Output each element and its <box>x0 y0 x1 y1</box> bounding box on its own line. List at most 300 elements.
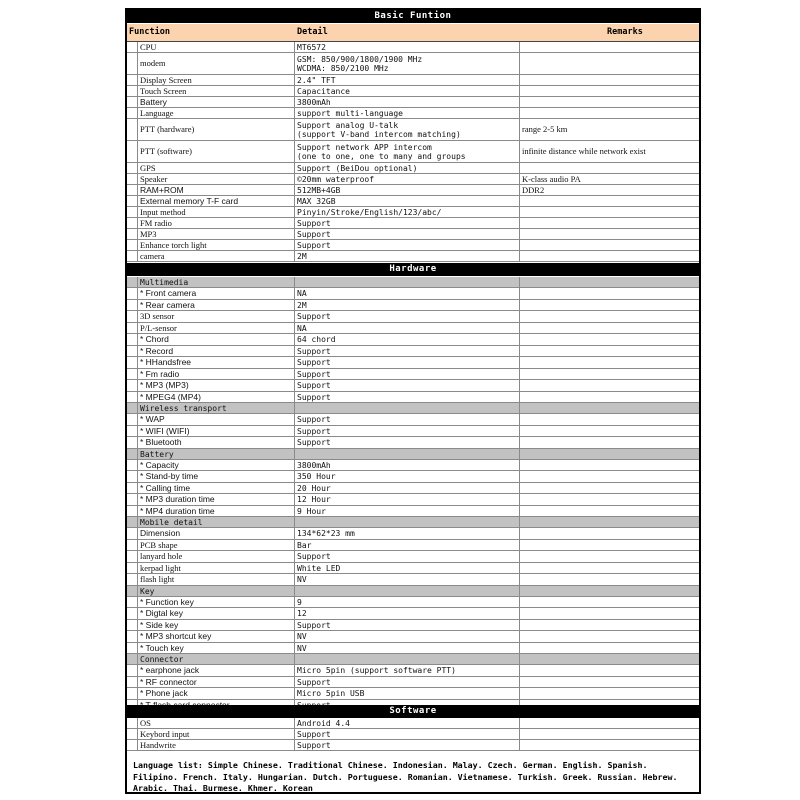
function-cell <box>138 483 295 493</box>
hardware-row-pcb-shape <box>127 540 699 551</box>
detail-cell <box>295 207 520 217</box>
software-rows <box>127 718 699 751</box>
function-cell <box>138 75 295 85</box>
detail-cell <box>295 218 520 228</box>
hardware-row-mp3-duration-time <box>127 494 699 506</box>
row-margin-cell <box>127 42 138 52</box>
column-header-function: Function <box>129 27 170 37</box>
function-cell <box>138 288 295 299</box>
detail-cell <box>295 718 520 728</box>
function-cell <box>138 517 295 527</box>
remarks-cell <box>520 240 699 250</box>
detail-value: 9 <box>297 597 302 607</box>
section-row-connector <box>127 654 699 665</box>
detail-value: Support network APP intercom <box>297 142 432 152</box>
function-cell <box>138 357 295 368</box>
hardware-row-function-key <box>127 597 699 608</box>
remarks-cell <box>520 688 699 699</box>
detail-cell <box>295 483 520 493</box>
detail-cell <box>295 551 520 562</box>
hardware-row-calling-time <box>127 483 699 494</box>
row-margin-cell <box>127 551 138 562</box>
detail-value: Capacitance <box>297 86 350 96</box>
detail-value: 20 Hour <box>297 483 331 493</box>
remarks-cell <box>520 620 699 630</box>
function-label: PTT (software) <box>140 146 193 156</box>
detail-cell <box>295 75 520 85</box>
basic-row-speaker <box>127 174 699 185</box>
hardware-row-chord <box>127 334 699 346</box>
function-cell <box>138 207 295 217</box>
row-margin-cell <box>127 620 138 630</box>
detail-cell <box>295 563 520 573</box>
remarks-cell <box>520 357 699 368</box>
function-label: Keybord input <box>140 729 190 739</box>
row-margin-cell <box>127 586 138 596</box>
basic-row-ptt-hardware <box>127 119 699 141</box>
function-cell <box>138 597 295 607</box>
detail-cell <box>295 517 520 527</box>
detail-cell <box>295 240 520 250</box>
row-margin-cell <box>127 540 138 550</box>
column-header-row <box>127 24 699 42</box>
spec-table <box>125 8 701 794</box>
row-margin-cell <box>127 346 138 356</box>
detail-cell <box>295 426 520 436</box>
section-row-key <box>127 586 699 597</box>
function-cell <box>138 53 295 74</box>
section-row-mobile-detail <box>127 517 699 528</box>
software-row-keybord-input <box>127 729 699 740</box>
detail-value: Support <box>297 415 331 424</box>
function-label: PCB shape <box>140 540 178 550</box>
function-label: Wireless transport <box>140 403 227 413</box>
detail-value: MAX 32GB <box>297 196 336 206</box>
function-label: * Record <box>140 346 174 356</box>
hardware-row-3d-sensor <box>127 311 699 323</box>
hardware-row-digtal-key <box>127 608 699 620</box>
function-label: GPS <box>140 163 156 173</box>
row-margin-cell <box>127 718 138 728</box>
section-row-battery <box>127 449 699 460</box>
basic-row-external-memory-t-f-card <box>127 196 699 207</box>
remarks-cell <box>520 346 699 356</box>
function-cell <box>138 42 295 52</box>
column-header-remarks: Remarks <box>607 27 643 37</box>
basic-row-camera <box>127 251 699 262</box>
remarks-cell <box>520 471 699 482</box>
function-cell <box>138 403 295 413</box>
hardware-row-touch-key <box>127 643 699 654</box>
remarks-cell <box>520 414 699 425</box>
remarks-cell <box>520 323 699 333</box>
detail-cell <box>295 300 520 310</box>
function-label: Language <box>140 108 174 118</box>
function-label: * Stand-by time <box>140 471 199 481</box>
detail-cell <box>295 97 520 107</box>
row-margin-cell <box>127 426 138 436</box>
basic-row-battery <box>127 97 699 108</box>
function-cell <box>138 718 295 728</box>
row-margin-cell <box>127 174 138 184</box>
detail-value: 12 Hour <box>297 495 331 504</box>
function-label: Dimension <box>140 528 181 538</box>
function-label: Display Screen <box>140 75 192 85</box>
detail-value: 3800mAh <box>297 97 331 107</box>
hardware-row-record <box>127 346 699 357</box>
row-margin-cell <box>127 323 138 333</box>
detail-value: (support V-band intercom matching) <box>297 129 461 139</box>
remarks-cell <box>520 574 699 585</box>
hardware-row-front-camera <box>127 288 699 300</box>
function-label: Touch Screen <box>140 86 187 96</box>
detail-cell <box>295 437 520 448</box>
hardware-row-earphone-jack <box>127 665 699 677</box>
function-label: * MP3 (MP3) <box>140 380 189 390</box>
hardware-row-bluetooth <box>127 437 699 449</box>
function-label: OS <box>140 718 151 728</box>
row-margin-cell <box>127 108 138 118</box>
section-row-wireless-transport <box>127 403 699 414</box>
function-cell <box>138 185 295 195</box>
detail-cell <box>295 251 520 261</box>
function-label: Battery <box>140 449 174 459</box>
hardware-row-phone-jack <box>127 688 699 700</box>
function-cell <box>138 729 295 739</box>
hardware-row-stand-by-time <box>127 471 699 483</box>
hardware-row-kerpad-light <box>127 563 699 574</box>
function-label: P/L-sensor <box>140 323 177 333</box>
function-label: CPU <box>140 42 157 52</box>
detail-value: NV <box>297 575 307 584</box>
row-margin-cell <box>127 449 138 459</box>
function-label: Connector <box>140 654 184 664</box>
hardware-row-fm-radio <box>127 369 699 380</box>
remarks-cell <box>520 97 699 107</box>
basic-row-fm-radio <box>127 218 699 229</box>
remarks-cell <box>520 449 699 459</box>
function-label: * HHandsfree <box>140 357 192 367</box>
remarks-cell <box>520 196 699 206</box>
detail-cell <box>295 597 520 607</box>
remarks-cell <box>520 740 699 750</box>
remarks-cell <box>520 631 699 642</box>
hardware-row-hhandsfree <box>127 357 699 369</box>
function-label: modem <box>140 58 166 68</box>
section-header-basic: Basic Funtion <box>127 10 699 23</box>
detail-value: Support <box>297 218 331 228</box>
detail-value: Support <box>297 392 331 402</box>
section-row-multimedia <box>127 277 699 288</box>
detail-value: 134*62*23 mm <box>297 529 355 538</box>
function-cell <box>138 300 295 310</box>
detail-value: 3800mAh <box>297 460 331 470</box>
row-margin-cell <box>127 300 138 310</box>
remarks-cell <box>520 403 699 413</box>
remarks-cell <box>520 163 699 173</box>
function-label: PTT (hardware) <box>140 124 195 134</box>
detail-cell <box>295 688 520 699</box>
function-label: 3D sensor <box>140 311 175 321</box>
hardware-row-rear-camera <box>127 300 699 311</box>
row-margin-cell <box>127 196 138 206</box>
row-margin-cell <box>127 380 138 391</box>
detail-cell <box>295 323 520 333</box>
row-margin-cell <box>127 185 138 195</box>
hardware-row-mp4-duration-time <box>127 506 699 517</box>
row-margin-cell <box>127 414 138 425</box>
detail-cell <box>295 494 520 505</box>
detail-value: 12 <box>297 609 307 618</box>
row-margin-cell <box>127 517 138 527</box>
function-cell <box>138 251 295 261</box>
function-cell <box>138 414 295 425</box>
detail-cell <box>295 288 520 299</box>
function-cell <box>138 563 295 573</box>
basic-row-ptt-software <box>127 141 699 163</box>
detail-value: Bar <box>297 540 312 550</box>
row-margin-cell <box>127 688 138 699</box>
function-cell <box>138 240 295 250</box>
detail-cell <box>295 403 520 413</box>
function-cell <box>138 740 295 750</box>
detail-cell <box>295 460 520 470</box>
row-margin-cell <box>127 97 138 107</box>
row-margin-cell <box>127 403 138 413</box>
detail-value: Support <box>297 438 331 447</box>
function-label: kerpad light <box>140 563 181 573</box>
function-cell <box>138 471 295 482</box>
function-label: MP3 <box>140 229 157 239</box>
detail-value: WCDMA: 850/2100 MHz <box>297 63 389 73</box>
remarks-cell <box>520 311 699 322</box>
function-cell <box>138 631 295 642</box>
remarks-cell <box>520 380 699 391</box>
row-margin-cell <box>127 207 138 217</box>
detail-cell <box>295 141 520 162</box>
function-cell <box>138 163 295 173</box>
basic-row-touch-screen <box>127 86 699 97</box>
basic-row-language <box>127 108 699 119</box>
remarks-cell <box>520 597 699 607</box>
remarks-cell <box>520 483 699 493</box>
function-cell <box>138 528 295 539</box>
remarks-cell <box>520 300 699 310</box>
row-margin-cell <box>127 494 138 505</box>
basic-row-ram-rom <box>127 185 699 196</box>
detail-cell <box>295 163 520 173</box>
row-margin-cell <box>127 471 138 482</box>
detail-value: (one to one, one to many and groups <box>297 151 466 161</box>
function-label: * WIFI (WIFI) <box>140 426 190 436</box>
detail-cell <box>295 654 520 664</box>
hardware-row-rf-connector <box>127 677 699 688</box>
row-margin-cell <box>127 357 138 368</box>
hardware-row-mp3-mp3 <box>127 380 699 392</box>
hardware-row-mpeg4-mp4 <box>127 392 699 403</box>
function-cell <box>138 346 295 356</box>
function-cell <box>138 688 295 699</box>
function-label: flash light <box>140 574 175 584</box>
function-label: * MP3 duration time <box>140 494 215 504</box>
function-label: Enhance torch light <box>140 240 207 250</box>
detail-cell <box>295 729 520 739</box>
hardware-row-lanyard-hole <box>127 551 699 563</box>
function-cell <box>138 620 295 630</box>
function-cell <box>138 119 295 140</box>
row-margin-cell <box>127 729 138 739</box>
detail-value: Support <box>297 358 331 367</box>
detail-value: Pinyin/Stroke/English/123/abc/ <box>297 207 442 217</box>
detail-value: Support <box>297 381 331 390</box>
remarks-cell <box>520 108 699 118</box>
row-margin-cell <box>127 240 138 250</box>
function-label: * MPEG4 (MP4) <box>140 392 201 402</box>
row-margin-cell <box>127 229 138 239</box>
remarks-cell <box>520 42 699 52</box>
function-cell <box>138 460 295 470</box>
row-margin-cell <box>127 677 138 687</box>
function-label: camera <box>140 251 165 261</box>
row-margin-cell <box>127 86 138 96</box>
row-margin-cell <box>127 218 138 228</box>
function-cell <box>138 369 295 379</box>
detail-cell <box>295 620 520 630</box>
hardware-rows <box>127 277 699 711</box>
function-cell <box>138 551 295 562</box>
detail-cell <box>295 86 520 96</box>
remarks-cell <box>520 677 699 687</box>
function-cell <box>138 665 295 676</box>
function-cell <box>138 141 295 162</box>
function-label: * Side key <box>140 620 179 630</box>
detail-value: 2.4" TFT <box>297 75 336 85</box>
detail-cell <box>295 471 520 482</box>
row-margin-cell <box>127 654 138 664</box>
detail-value: 512MB+4GB <box>297 185 341 195</box>
function-cell <box>138 392 295 402</box>
basic-row-display-screen <box>127 75 699 86</box>
detail-value: Support <box>297 240 331 250</box>
software-row-os <box>127 718 699 729</box>
detail-cell <box>295 311 520 322</box>
function-label: Multimedia <box>140 277 189 287</box>
function-label: * earphone jack <box>140 665 200 675</box>
detail-cell <box>295 665 520 676</box>
detail-cell <box>295 380 520 391</box>
row-margin-cell <box>127 141 138 162</box>
detail-value: 2M <box>297 251 307 261</box>
language-list-note: Language list: Simple Chinese. Traditional Chinese. Indonesian. Malay. Czech. German. English. Spanish. Filipino. French. Italy. Hungarian. Dutch. Portuguese. Romanian. Vietnamese. Turkish. Greek. Russian. Hebrew. Arabic. Thai. Burmese. Khmer. Korean <box>133 760 678 793</box>
row-margin-cell <box>127 119 138 140</box>
detail-cell <box>295 740 520 750</box>
row-margin-cell <box>127 740 138 750</box>
function-label: * Phone jack <box>140 688 188 698</box>
row-margin-cell <box>127 643 138 653</box>
remarks-cell <box>520 277 699 287</box>
detail-value: 9 Hour <box>297 506 326 516</box>
detail-value: NA <box>297 289 307 298</box>
row-margin-cell <box>127 251 138 261</box>
remarks-cell <box>520 551 699 562</box>
detail-cell <box>295 42 520 52</box>
hardware-row-wifi-wifi <box>127 426 699 437</box>
detail-value: Support <box>297 426 331 436</box>
detail-value: MT6572 <box>297 42 326 52</box>
function-cell <box>138 540 295 550</box>
column-header-detail: Detail <box>297 27 328 37</box>
remarks-cell <box>520 392 699 402</box>
detail-value: 350 Hour <box>297 472 336 481</box>
function-label: * Touch key <box>140 643 184 653</box>
remarks-cell <box>520 86 699 96</box>
row-margin-cell <box>127 574 138 585</box>
remarks-cell <box>520 643 699 653</box>
function-cell <box>138 97 295 107</box>
detail-value: Support <box>297 229 331 239</box>
remarks-cell <box>520 53 699 74</box>
remarks-cell <box>520 174 699 184</box>
function-label: * MP4 duration time <box>140 506 215 516</box>
remarks-cell <box>520 207 699 217</box>
detail-cell <box>295 369 520 379</box>
basic-function-rows <box>127 42 699 262</box>
software-row-handwrite <box>127 740 699 751</box>
detail-value: White LED <box>297 563 341 573</box>
function-label: * RF connector <box>140 677 197 687</box>
function-label: RAM+ROM <box>140 185 184 195</box>
function-cell <box>138 574 295 585</box>
remarks-cell <box>520 586 699 596</box>
function-cell <box>138 311 295 322</box>
row-margin-cell <box>127 277 138 287</box>
remarks-cell <box>520 563 699 573</box>
detail-value: support multi-language <box>297 108 403 118</box>
detail-value: Support <box>297 312 331 321</box>
function-cell <box>138 196 295 206</box>
row-margin-cell <box>127 506 138 516</box>
detail-value: ©20mm waterproof <box>297 174 375 184</box>
detail-cell <box>295 196 520 206</box>
detail-cell <box>295 414 520 425</box>
function-cell <box>138 437 295 448</box>
function-cell <box>138 218 295 228</box>
detail-value: GSM: 850/900/1800/1900 MHz <box>297 54 423 64</box>
remarks-cell <box>520 334 699 345</box>
remarks-cell <box>520 141 699 162</box>
row-margin-cell <box>127 597 138 607</box>
function-label: * Chord <box>140 334 169 344</box>
function-label: Input method <box>140 207 186 217</box>
row-margin-cell <box>127 53 138 74</box>
function-label: * Calling time <box>140 483 191 493</box>
row-margin-cell <box>127 437 138 448</box>
hardware-row-p-l-sensor <box>127 323 699 334</box>
hardware-row-side-key <box>127 620 699 631</box>
row-margin-cell <box>127 665 138 676</box>
detail-cell <box>295 346 520 356</box>
remarks-cell <box>520 229 699 239</box>
detail-cell <box>295 506 520 516</box>
detail-value: Micro 5pin USB <box>297 689 365 698</box>
function-cell <box>138 494 295 505</box>
function-label: * Rear camera <box>140 300 195 310</box>
function-label: * Capacity <box>140 460 179 470</box>
remarks-cell <box>520 288 699 299</box>
detail-cell <box>295 586 520 596</box>
function-label: Speaker <box>140 174 168 184</box>
function-label: FM radio <box>140 218 172 228</box>
